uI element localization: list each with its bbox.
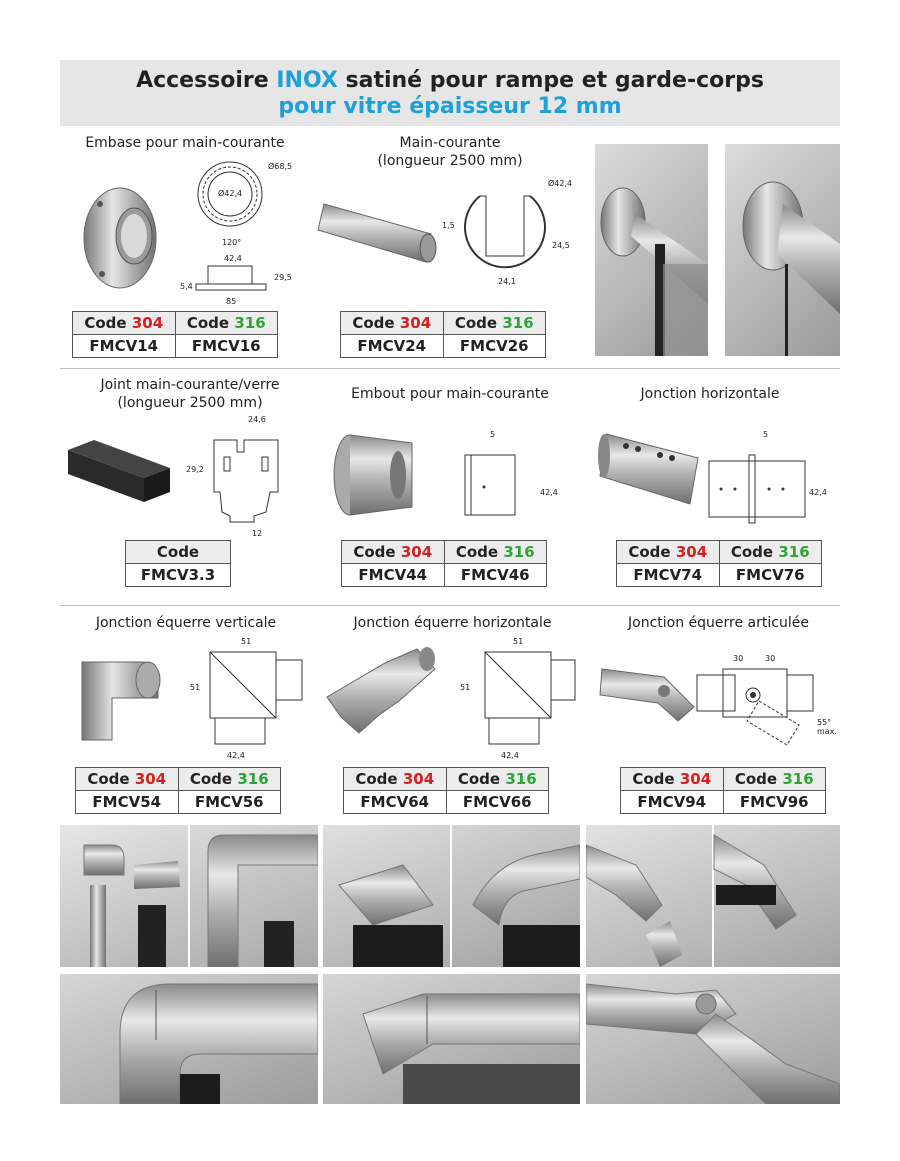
embase-dim-w: 42,4 — [224, 254, 242, 263]
embout-title: Embout pour main-courante — [351, 386, 549, 402]
joint-dim-h: 29,2 — [186, 465, 204, 474]
equerre-h-drawing — [455, 634, 580, 762]
main-courante-code-table: Code 304 Code 316 FMCV24 FMCV26 — [340, 311, 546, 358]
photo-embase-closeup — [725, 144, 840, 356]
equerre-v-code-table: Code 304 Code 316 FMCV54 FMCV56 — [75, 767, 281, 814]
page-title: Accessoire INOX satiné pour rampe et garde-corps — [136, 68, 764, 93]
embase-title: Embase pour main-courante — [85, 135, 285, 151]
jonction-h-code-table: Code 304 Code 316 FMCV74 FMCV76 — [616, 540, 822, 587]
embase-photo — [72, 176, 172, 296]
main-courante-code-316: FMCV26 — [443, 335, 546, 358]
page-subtitle: pour vitre épaisseur 12 mm — [278, 94, 622, 119]
joint-dim-b: 12 — [252, 529, 263, 538]
photo-assembly-horizontal — [323, 825, 580, 967]
embase-code-316: FMCV16 — [175, 335, 278, 358]
equerre-v-drawing — [185, 634, 310, 762]
main-courante-drawing — [440, 176, 580, 296]
equerre-h-dim-c: 42,4 — [501, 751, 519, 760]
embase-dim-d2: Ø42,4 — [218, 189, 243, 198]
equerre-art-drawing — [695, 645, 840, 755]
main-courante-dim-w: 24,1 — [498, 277, 516, 286]
equerre-art-code-316: FMCV96 — [723, 791, 826, 814]
jonction-h-code-316: FMCV76 — [719, 564, 822, 587]
embout-code-316: FMCV46 — [444, 564, 547, 587]
equerre-v-dim-c: 42,4 — [227, 751, 245, 760]
jonction-h-photo — [598, 430, 708, 510]
equerre-art-dim-b: 30 — [765, 654, 776, 663]
photo-assembly-vertical — [60, 825, 318, 967]
main-courante-dim-h: 24,5 — [552, 241, 570, 250]
equerre-h-code-316: FMCV66 — [446, 791, 549, 814]
embout-code-table: Code 304 Code 316 FMCV44 FMCV46 — [341, 540, 547, 587]
embase-dim-t: 5,4 — [180, 282, 193, 291]
equerre-v-photo — [72, 650, 162, 745]
jonction-h-dim-t: 5 — [763, 430, 769, 439]
embase-dim-angle: 120° — [222, 238, 242, 247]
equerre-art-code-table: Code 304 Code 316 FMCV94 FMCV96 — [620, 767, 826, 814]
equerre-art-photo — [598, 655, 698, 735]
main-courante-photo — [316, 190, 441, 270]
embout-drawing — [450, 425, 570, 525]
photo-detail-articulated — [586, 974, 840, 1104]
separator-1 — [60, 368, 840, 369]
embout-dim-h: 42,4 — [540, 488, 558, 497]
equerre-art-dim-a: 30 — [733, 654, 744, 663]
embase-code-table: Code 304 Code 316 FMCV14 FMCV16 — [72, 311, 278, 358]
photo-detail-vertical — [60, 974, 318, 1104]
jonction-h-dim-h: 42,4 — [809, 488, 827, 497]
equerre-h-title: Jonction équerre horizontale — [353, 615, 552, 631]
main-courante-dim-d: Ø42,4 — [548, 179, 573, 188]
jonction-h-title: Jonction horizontale — [640, 386, 780, 402]
equerre-h-code-304: FMCV64 — [344, 791, 447, 814]
main-courante-title: Main-courante (longueur 2500 mm) — [377, 135, 523, 169]
joint-photo — [64, 440, 174, 512]
embase-dim-d1: Ø68,5 — [268, 162, 293, 171]
equerre-h-photo — [325, 645, 447, 745]
embase-code-304: FMCV14 — [73, 335, 176, 358]
page-header — [60, 60, 840, 126]
equerre-art-dim-angle: 55° — [817, 718, 832, 727]
equerre-v-dim-b: 51 — [190, 683, 201, 692]
equerre-v-code-304: FMCV54 — [76, 791, 179, 814]
embout-code-304: FMCV44 — [342, 564, 445, 587]
photo-detail-horizontal — [323, 974, 580, 1104]
equerre-h-dim-b: 51 — [460, 683, 471, 692]
main-courante-code-304: FMCV24 — [341, 335, 444, 358]
joint-code: FMCV3.3 — [126, 564, 231, 587]
equerre-h-dim-a: 51 — [513, 637, 524, 646]
joint-drawing — [182, 412, 302, 542]
jonction-h-code-304: FMCV74 — [617, 564, 720, 587]
equerre-v-code-316: FMCV56 — [178, 791, 281, 814]
photo-assembly-articulated — [586, 825, 840, 967]
jonction-h-drawing — [705, 425, 835, 525]
equerre-h-code-table: Code 304 Code 316 FMCV64 FMCV66 — [343, 767, 549, 814]
joint-dim-w: 24,6 — [248, 415, 266, 424]
separator-2 — [60, 605, 840, 606]
joint-code-table: Code FMCV3.3 — [125, 540, 231, 587]
equerre-art-title: Jonction équerre articulée — [628, 615, 809, 631]
embase-dim-base: 85 — [226, 297, 237, 306]
joint-title: Joint main-courante/verre (longueur 2500 mm) — [100, 377, 280, 411]
equerre-art-dim-max: max. — [817, 727, 837, 736]
equerre-v-dim-a: 51 — [241, 637, 252, 646]
main-courante-dim-gap: 1,5 — [442, 221, 455, 230]
embout-dim-t: 5 — [490, 430, 496, 439]
embase-drawing — [180, 152, 300, 307]
equerre-v-title: Jonction équerre verticale — [95, 615, 277, 631]
equerre-art-code-304: FMCV94 — [621, 791, 724, 814]
embase-dim-h: 29,5 — [274, 273, 292, 282]
embout-photo — [332, 425, 418, 520]
photo-embase-installed — [595, 144, 708, 356]
